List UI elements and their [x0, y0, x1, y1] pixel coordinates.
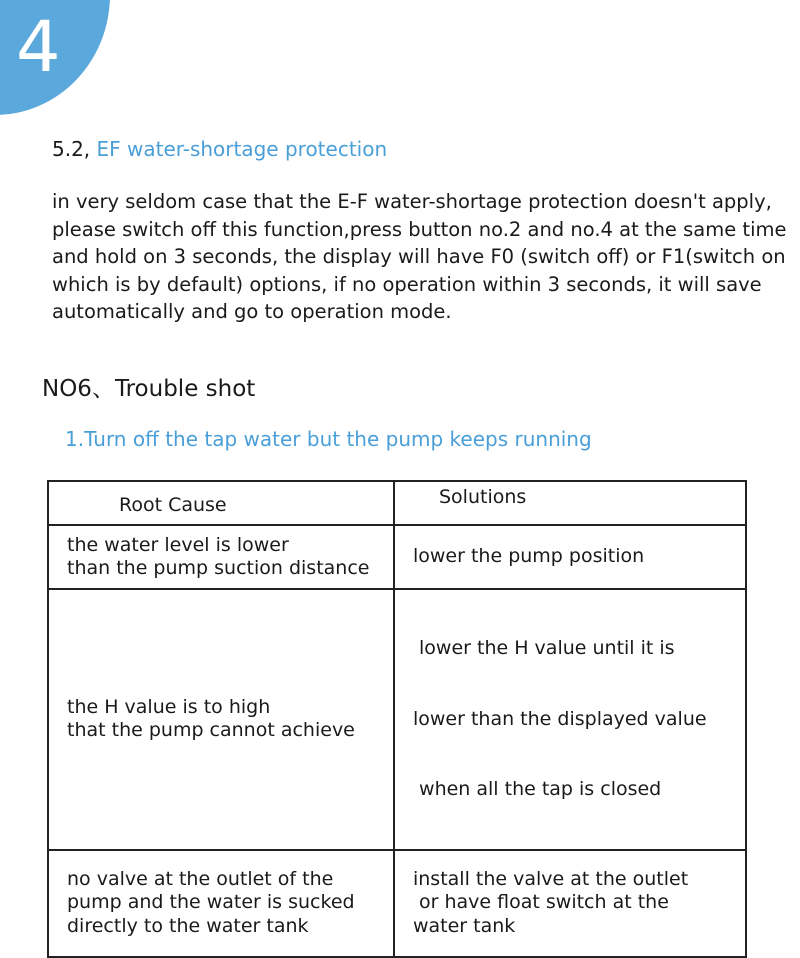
problem-subheading: 1.Turn off the tap water but the pump keeps running — [65, 427, 592, 451]
solution-cell — [394, 525, 746, 589]
table-row — [48, 589, 746, 850]
cell-line: lower the H value until it is — [412, 637, 675, 659]
cell-line: that the pump cannot achieve — [67, 719, 355, 742]
table-row — [48, 850, 746, 957]
cell-line: install the valve at the outlet — [412, 867, 689, 890]
header-solutions: Solutions — [394, 481, 746, 525]
troubleshooting-table — [47, 480, 747, 958]
cause-cell — [48, 589, 394, 850]
table-row — [48, 525, 746, 589]
cause-cell — [48, 850, 394, 957]
cell-line: or have float switch at the — [412, 891, 669, 914]
section-prefix: 5.2, — [52, 137, 97, 161]
chapter-number: 4 — [16, 6, 61, 88]
paragraph-line: in very seldom case that the E-F water-shortage protection doesn't apply, — [52, 190, 772, 213]
cell-line: water tank — [412, 914, 516, 937]
cell-line: lower the pump position — [412, 545, 645, 568]
table-header-row — [48, 481, 746, 525]
section-heading — [52, 136, 387, 162]
solution-cell — [394, 589, 746, 850]
paragraph-line: and hold on 3 seconds, the display will have F0 (switch off) or F1(switch on — [52, 245, 786, 268]
paragraph-line: please switch off this function,press button no.2 and no.4 at the same time — [52, 217, 787, 241]
chapter-title: NO6、Trouble shot — [42, 376, 256, 402]
cell-line: when all the tap is closed — [412, 778, 662, 800]
cell-line: the water level is lower — [67, 533, 289, 556]
solution-cell — [394, 850, 746, 957]
cause-cell — [48, 525, 394, 589]
cell-line: pump and the water is sucked — [67, 891, 355, 914]
cell-line: than the pump suction distance — [67, 557, 370, 579]
cell-line: lower than the displayed value — [412, 707, 707, 730]
cell-line: no valve at the outlet of the — [67, 867, 334, 890]
paragraph-line: automatically and go to operation mode. — [52, 300, 452, 323]
paragraph-line: which is by default) options, if no operation within 3 seconds, it will save — [52, 272, 762, 296]
cell-line: the H value is to high — [67, 695, 271, 718]
header-root-cause: Root Cause — [48, 481, 394, 525]
instruction-paragraph — [52, 188, 787, 326]
cell-line: directly to the water tank — [67, 914, 309, 937]
section-title: EF water-shortage protection — [96, 137, 388, 161]
